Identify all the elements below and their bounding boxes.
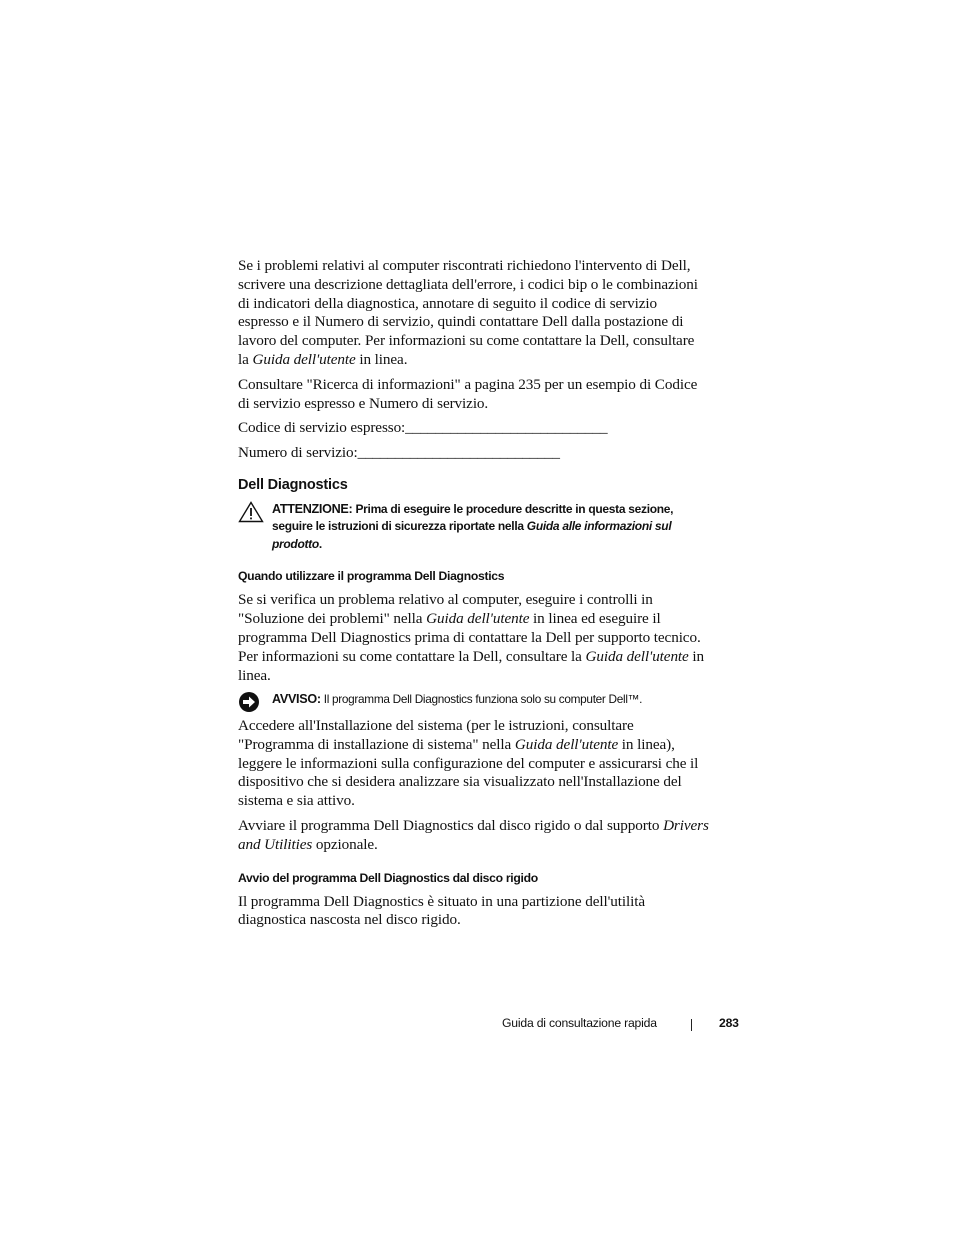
text-line: Accedere all'Installazione del sistema (per le istruzioni, consultare — [238, 716, 634, 734]
text-fragment: Per informazioni su come contattare la Dell, consultare la — [238, 647, 586, 665]
when-paragraph — [238, 591, 738, 685]
page-footer — [502, 1016, 742, 1034]
text-line: di indicatori della diagnostica, annotare di seguito il codice di servizio — [238, 294, 657, 312]
avviso-label: AVVISO: — [272, 692, 321, 707]
arrow-right-circle-icon — [238, 691, 260, 718]
text-line — [272, 691, 738, 709]
text-line — [238, 351, 738, 370]
text-line: Il programma Dell Diagnostics è situato in una partizione dell'utilità — [238, 892, 645, 910]
text-line: dispositivo che si desidera analizzare sia visualizzato nell'Installazione del — [238, 773, 682, 791]
text-fragment: Avviare il programma Dell Diagnostics dal disco rigido o dal supporto — [238, 816, 664, 834]
intro-paragraph — [238, 257, 738, 370]
text-line — [238, 736, 738, 755]
text-line: sistema e sia attivo. — [238, 792, 355, 810]
text-line: scrivere una descrizione dettagliata dell'errore, i codici bip o le combinazioni — [238, 275, 698, 293]
text-line — [238, 610, 738, 629]
text-fragment: Prima di eseguire le procedure descritte in questa sezione, — [352, 501, 674, 516]
user-guide-reference: Guida dell'utente — [514, 735, 619, 753]
text-fragment: "Programma di installazione di sistema" nella — [238, 735, 515, 753]
service-tag-line — [238, 444, 738, 463]
text-line: Se si verifica un problema relativo al computer, eseguire i controlli in — [238, 591, 653, 609]
media-reference: and Utilities — [238, 835, 313, 853]
footer-separator — [691, 1019, 692, 1031]
setup-paragraph — [238, 717, 738, 811]
text-line: leggere le informazioni sulla configurazione del computer e assicurarsi che il — [238, 754, 699, 772]
text-line: lavoro del computer. Per informazioni su come contattare la Dell, consultare — [238, 332, 695, 350]
subsection-title-when: Quando utilizzare il programma Dell Diagnostics — [238, 569, 505, 584]
text-fragment: . — [318, 536, 322, 551]
text-fragment: opzionale. — [312, 835, 378, 853]
text-line: espresso e il Numero di servizio, quindi contattare Dell dalla postazione di — [238, 313, 684, 331]
harddisk-paragraph — [238, 893, 738, 931]
text-line — [272, 518, 738, 536]
warning-triangle-icon — [238, 501, 264, 528]
user-guide-reference: Guida dell'utente — [426, 610, 530, 628]
page-content — [238, 257, 738, 936]
text-fragment: seguire le istruzioni di sicurezza riportate nella — [272, 519, 527, 534]
start-paragraph — [238, 817, 738, 855]
express-service-code-line — [238, 419, 738, 438]
text-line: di servizio espresso e Numero di servizio. — [238, 394, 489, 412]
text-line: Se i problemi relativi al computer riscontrati richiedono l'intervento di Dell, — [238, 257, 691, 274]
text-line: diagnostica nascosta nel disco rigido. — [238, 911, 461, 929]
caution-text — [272, 501, 738, 554]
avviso-text — [272, 691, 738, 709]
text-line — [238, 817, 738, 836]
footer-title: Guida di consultazione rapida — [502, 1016, 657, 1030]
express-service-code-text: Codice di servizio espresso:___________________________ — [238, 419, 608, 437]
page-number: 283 — [719, 1016, 739, 1030]
reference-paragraph — [238, 376, 738, 414]
caution-notice — [238, 501, 738, 554]
text-line — [238, 836, 738, 855]
service-tag-text: Numero di servizio:___________________________ — [238, 444, 560, 462]
text-line: linea. — [238, 666, 271, 684]
text-line: Consultare "Ricerca di informazioni" a pagina 235 per un esempio di Codice — [238, 375, 698, 393]
text-fragment: "Soluzione dei problemi" nella — [238, 610, 427, 628]
user-guide-reference: Guida dell'utente — [585, 647, 689, 665]
media-reference: Drivers — [663, 816, 709, 834]
text-fragment: in linea ed eseguire il — [529, 610, 661, 628]
avviso-notice — [238, 691, 738, 709]
text-fragment: in linea. — [355, 350, 408, 368]
text-line: programma Dell Diagnostics prima di contattare la Dell per supporto tecnico. — [238, 629, 701, 647]
text-fragment: in — [688, 647, 705, 665]
text-line — [272, 536, 738, 554]
text-fragment: la — [238, 350, 253, 368]
section-title: Dell Diagnostics — [238, 476, 348, 493]
caution-label: ATTENZIONE: — [272, 501, 353, 516]
text-line — [272, 501, 738, 519]
text-line — [238, 648, 738, 667]
safety-guide-reference: prodotto — [272, 536, 319, 551]
text-fragment: Il programma Dell Diagnostics funziona solo su computer Dell™. — [320, 692, 643, 707]
text-fragment: in linea), — [618, 735, 675, 753]
user-guide-reference: Guida dell'utente — [252, 350, 356, 368]
safety-guide-reference: Guida alle informazioni sul — [526, 519, 672, 534]
subsection-title-harddisk: Avvio del programma Dell Diagnostics dal disco rigido — [238, 870, 538, 885]
